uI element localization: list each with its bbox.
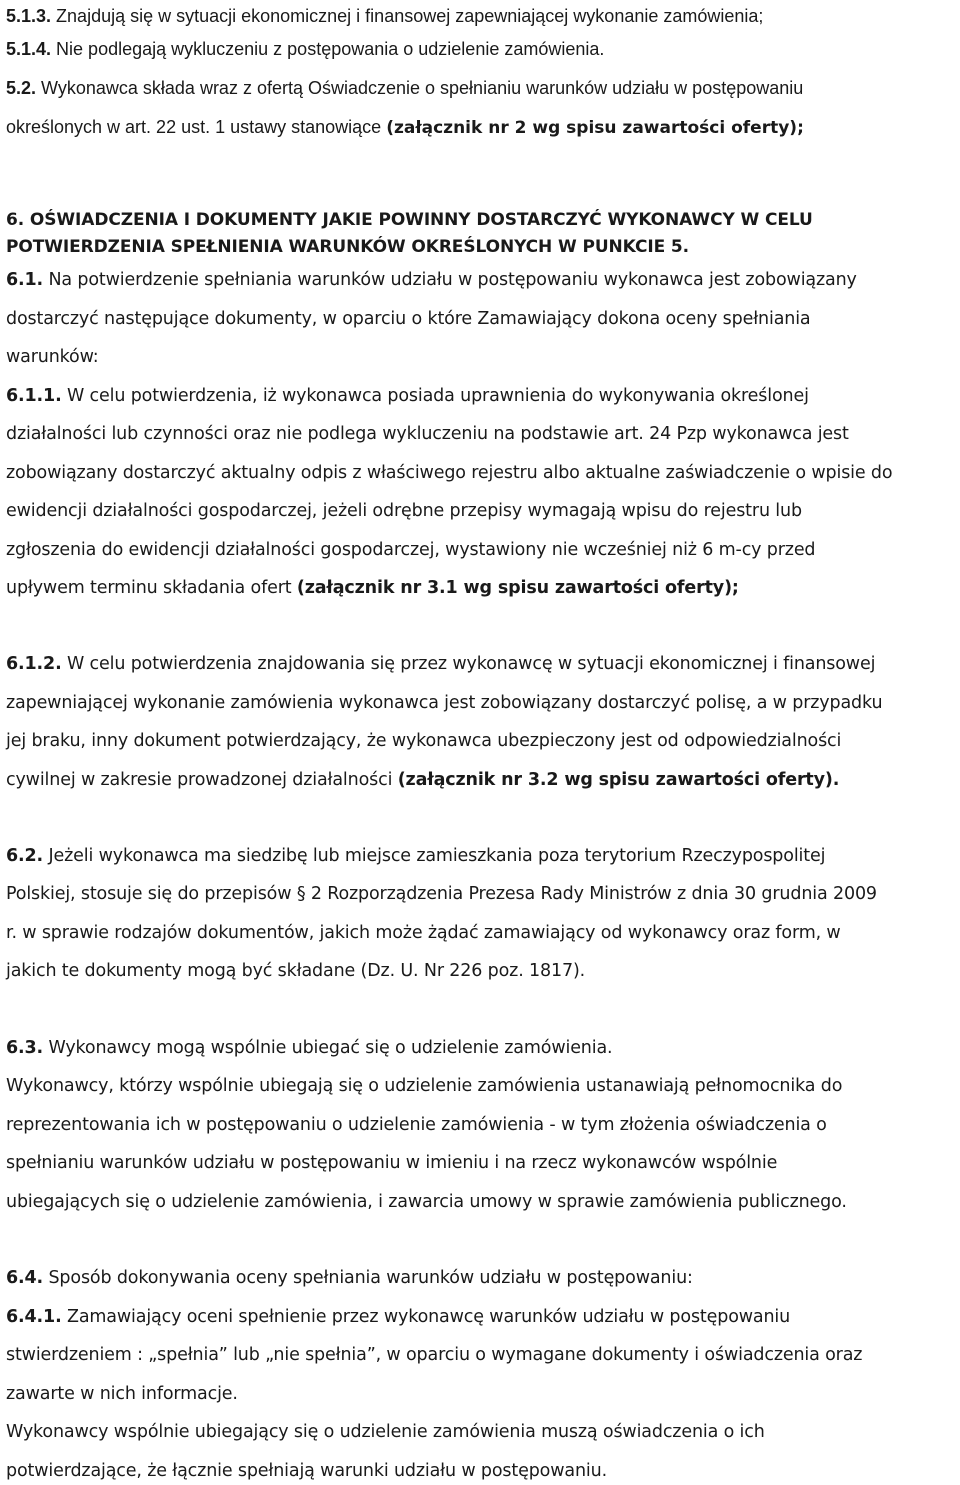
para-6-1-2-cont-3 — [6, 768, 839, 792]
paragraph-text: spełnianiu warunków udziału w postępowaniu w imieniu i na rzecz wykonawców wspólnie — [6, 1153, 778, 1173]
para-6-3-cont-4 — [6, 1190, 847, 1214]
section-number: 5.2. — [6, 78, 37, 98]
paragraph-text: Nie podlegają wykluczeniu z postępowania o udzielenie zamówienia. — [51, 39, 605, 59]
para-6-1-1 — [6, 384, 809, 408]
section-heading-6-cont — [6, 235, 689, 259]
paragraph-text: W celu potwierdzenia znajdowania się przez wykonawcę w sytuacji ekonomicznej i finansowej — [61, 654, 876, 674]
para-6-1-1-cont-5 — [6, 576, 739, 600]
para-6-3-cont-2 — [6, 1113, 827, 1137]
para-6-3-cont-1 — [6, 1074, 842, 1098]
para-6-1-2-cont-2 — [6, 729, 841, 753]
paragraph-text: Sposób dokonywania oceny spełniania warunków udziału w postępowaniu: — [43, 1268, 693, 1288]
attachment-reference: (załącznik nr 3.1 wg spisu zawartości oferty); — [296, 578, 739, 598]
paragraph-text: Polskiej, stosuje się do przepisów § 2 Rozporządzenia Prezesa Rady Ministrów z dnia 30 grudnia 2009 — [6, 884, 877, 904]
para-6-1-1-cont-4 — [6, 538, 815, 562]
para-5-2-cont — [6, 115, 804, 140]
para-6-4-1-cont-3 — [6, 1420, 765, 1444]
attachment-reference: (załącznik nr 3.2 wg spisu zawartości oferty). — [397, 770, 840, 790]
para-6-1-2-cont-1 — [6, 691, 882, 715]
section-number: 5.1.4. — [6, 39, 52, 59]
paragraph-text: ewidencji działalności gospodarczej, jeżeli odrębne przepisy wymagają wpisu do rejestru lub — [6, 501, 802, 521]
heading-line-2: POTWIERDZENIA SPEŁNIENIA WARUNKÓW OKREŚLONYCH W PUNKCIE 5. — [6, 237, 689, 257]
paragraph-text: potwierdzające, że łącznie spełniają warunki udziału w postępowaniu. — [6, 1461, 607, 1481]
paragraph-text: Jeżeli wykonawca ma siedzibę lub miejsce zamieszkania poza terytorium Rzeczypospolitej — [43, 846, 826, 866]
paragraph-text: stwierdzeniem : „spełnia” lub „nie spełnia”, w oparciu o wymagane dokumenty i oświadczenia oraz — [6, 1345, 863, 1365]
para-6-1-2 — [6, 652, 875, 676]
para-6-4 — [6, 1266, 693, 1290]
para-6-4-1-cont-4 — [6, 1459, 607, 1483]
section-number: 6.1.1. — [6, 386, 62, 406]
paragraph-text: Wykonawcy mogą wspólnie ubiegać się o udzielenie zamówienia. — [43, 1038, 613, 1058]
paragraph-text: upływem terminu składania ofert — [6, 578, 297, 598]
section-number: 6.4.1. — [6, 1307, 62, 1327]
attachment-reference: (załącznik nr 2 wg spisu zawartości oferty); — [386, 118, 804, 138]
paragraph-text: zobowiązany dostarczyć aktualny odpis z właściwego rejestru albo aktualne zaświadczenie o wpisie do — [6, 463, 893, 483]
paragraph-text: zawarte w nich informacje. — [6, 1384, 238, 1404]
paragraph-text: reprezentowania ich w postępowaniu o udzielenie zamówienia - w tym złożenia oświadczenia o — [6, 1115, 827, 1135]
section-number: 6.1.2. — [6, 654, 62, 674]
para-5-1-3 — [6, 4, 763, 28]
paragraph-text: ubiegających się o udzielenie zamówienia, i zawarcia umowy w sprawie zamówienia publicznego. — [6, 1192, 847, 1212]
para-6-2-cont-1 — [6, 882, 877, 906]
paragraph-text: zgłoszenia do ewidencji działalności gospodarczej, wystawiony nie wcześniej niż 6 m-cy przed — [6, 540, 816, 560]
paragraph-text: W celu potwierdzenia, iż wykonawca posiada uprawnienia do wykonywania określonej — [61, 386, 809, 406]
paragraph-text: r. w sprawie rodzajów dokumentów, jakich może żądać zamawiający od wykonawcy oraz form, w — [6, 923, 841, 943]
section-heading-6 — [6, 208, 813, 232]
para-6-3-cont-3 — [6, 1151, 777, 1175]
section-number: 6.2. — [6, 846, 44, 866]
paragraph-text: określonych w art. 22 ust. 1 ustawy stanowiące — [6, 117, 387, 137]
para-6-2-cont-2 — [6, 921, 841, 945]
para-6-4-1-cont-2 — [6, 1382, 238, 1406]
section-number: 6.1. — [6, 270, 44, 290]
para-6-1-1-cont-2 — [6, 461, 892, 485]
paragraph-text: cywilnej w zakresie prowadzonej działalności — [6, 770, 398, 790]
para-6-4-1-cont-1 — [6, 1343, 862, 1367]
paragraph-text: Wykonawcy, którzy wspólnie ubiegają się o udzielenie zamówienia ustanawiają pełnomocnika do — [6, 1076, 843, 1096]
paragraph-text: jakich te dokumenty mogą być składane (Dz. U. Nr 226 poz. 1817). — [6, 961, 586, 981]
section-number: 5.1.3. — [6, 6, 52, 26]
heading-line-1: 6. OŚWIADCZENIA I DOKUMENTY JAKIE POWINNY DOSTARCZYĆ WYKONAWCY W CELU — [6, 210, 813, 230]
section-number: 6.4. — [6, 1268, 44, 1288]
para-6-1-cont-2 — [6, 345, 99, 369]
para-6-1-1-cont-3 — [6, 499, 802, 523]
para-5-1-4 — [6, 37, 604, 61]
para-6-4-1 — [6, 1305, 790, 1329]
paragraph-text: Wykonawca składa wraz z ofertą Oświadczenie o spełnianiu warunków udziału w postępowaniu — [36, 78, 804, 98]
paragraph-text: Zamawiający oceni spełnienie przez wykonawcę warunków udziału w postępowaniu — [61, 1307, 791, 1327]
paragraph-text: jej braku, inny dokument potwierdzający, że wykonawca ubezpieczony jest od odpowiedzialności — [6, 731, 842, 751]
para-6-1 — [6, 268, 857, 292]
paragraph-text: Znajdują się w sytuacji ekonomicznej i finansowej zapewniającej wykonanie zamówienia; — [51, 6, 764, 26]
para-6-3 — [6, 1036, 612, 1060]
section-number: 6.3. — [6, 1038, 44, 1058]
paragraph-text: dostarczyć następujące dokumenty, w oparciu o które Zamawiający dokona oceny spełniania — [6, 309, 811, 329]
para-6-1-1-cont-1 — [6, 422, 849, 446]
paragraph-text: Wykonawcy wspólnie ubiegający się o udzielenie zamówienia muszą oświadczenia o ich — [6, 1422, 765, 1442]
para-6-2 — [6, 844, 825, 868]
paragraph-text: warunków: — [6, 347, 99, 367]
paragraph-text: Na potwierdzenie spełniania warunków udziału w postępowaniu wykonawca jest zobowiązany — [43, 270, 857, 290]
para-6-1-cont-1 — [6, 307, 811, 331]
paragraph-text: zapewniającej wykonanie zamówienia wykonawca jest zobowiązany dostarczyć polisę, a w przypadku — [6, 693, 883, 713]
para-5-2 — [6, 76, 803, 100]
para-6-2-cont-3 — [6, 959, 585, 983]
paragraph-text: działalności lub czynności oraz nie podlega wykluczeniu na podstawie art. 24 Pzp wykonawca jest — [6, 424, 849, 444]
